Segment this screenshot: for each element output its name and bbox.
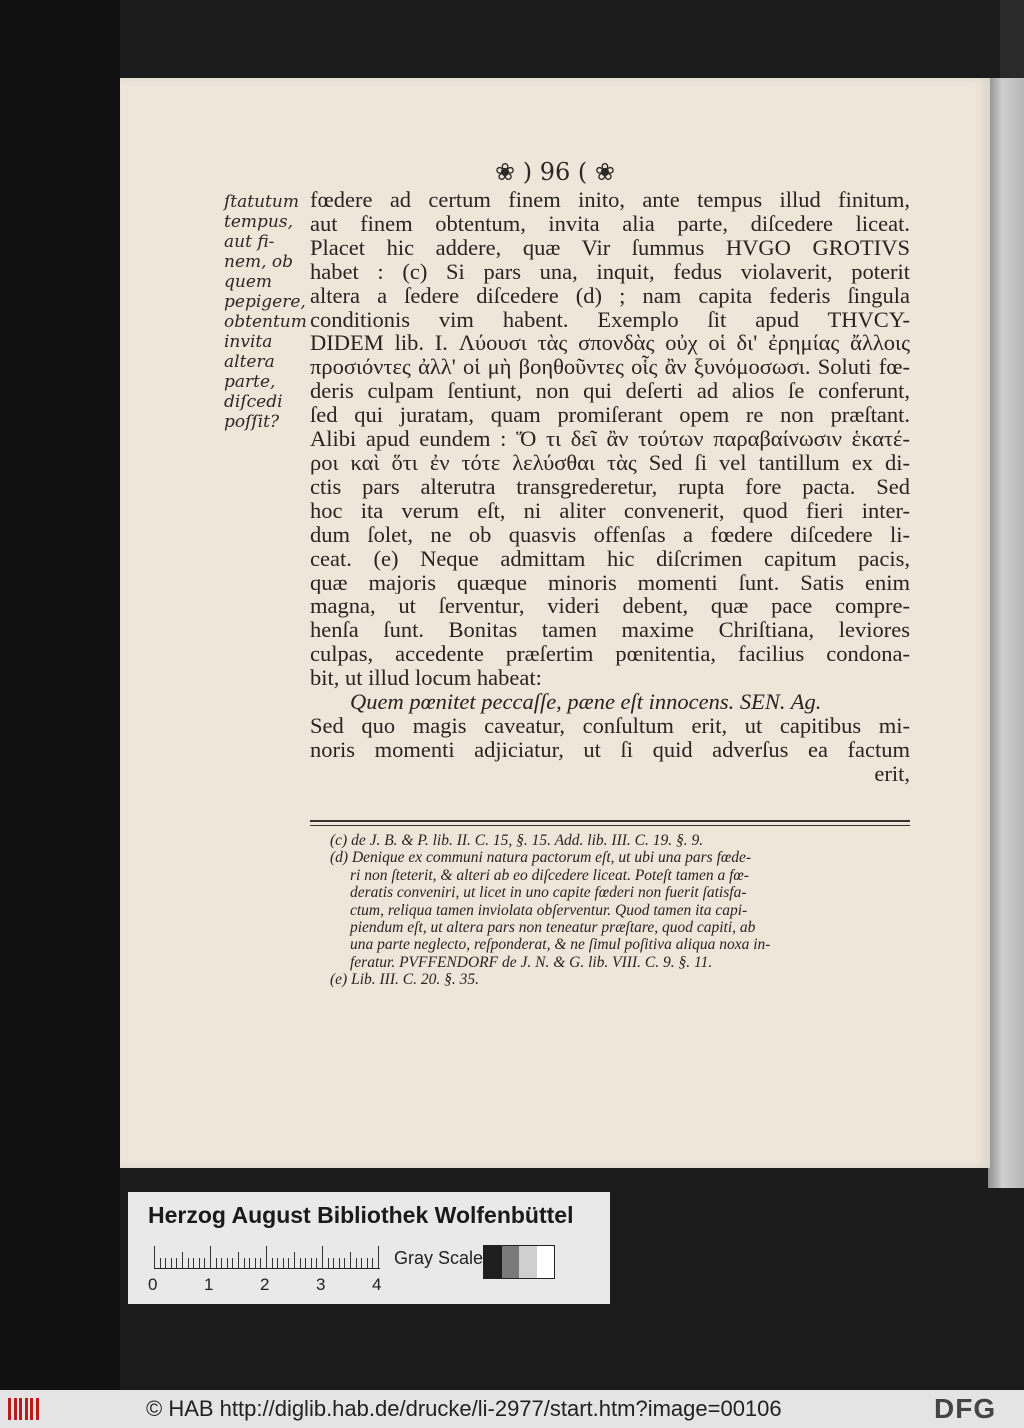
- logo-bar: [19, 1398, 22, 1420]
- ruler-tick: [311, 1258, 312, 1268]
- ruler-tick: [160, 1258, 161, 1268]
- footnote-line: ctum, reliqua tamen inviolata obſerventur. Quod tamen ita capi-: [350, 901, 748, 919]
- text-line: fœdere ad certum finem inito, ante tempus illud finitum,: [310, 188, 910, 212]
- ruler-number: 2: [260, 1275, 270, 1294]
- margin-note-line: diſcedi: [224, 392, 283, 412]
- text-line: dum ſolet, ne ob quasvis offenſas a fœdere diſcedere li-: [310, 522, 910, 547]
- ruler-number: 1: [204, 1275, 214, 1294]
- text-line: ροι καὶ ὅτι ἐν τότε λελύσθαι τὰς Sed ſi vel tantillum ex di-: [310, 450, 910, 475]
- ruler-tick: [210, 1246, 211, 1268]
- text-line: Sed quo magis caveatur, conſultum erit, ut capitibus mi-: [310, 713, 910, 738]
- text-line: magna, ut ſerventur, videri debent, quæ pace compre-: [310, 594, 910, 619]
- ruler-number: 0: [148, 1275, 158, 1294]
- text-line: hoc ita verum eſt, ni aliter convenerit, quod fieri inter-: [310, 498, 910, 523]
- ruler-tick: [272, 1258, 273, 1268]
- margin-note-line: poſſit?: [224, 412, 280, 432]
- footnote-line: (c) de J. B. & P. lib. II. C. 15, §. 15. Add. lib. III. C. 19. §. 9.: [330, 832, 704, 849]
- text-line: Placet hic addere, quæ Vir ſummus HVGO GROTIVS: [310, 235, 910, 260]
- ruler-tick: [244, 1258, 245, 1268]
- footer-bar: [0, 1390, 1024, 1428]
- gray-scale-swatches: [483, 1245, 555, 1279]
- gray-swatch: [537, 1246, 555, 1278]
- gray-scale-label: Gray Scale: [394, 1248, 484, 1268]
- copyright-url[interactable]: © HAB http://diglib.hab.de/drucke/li-2977/start.htm?image=00106: [146, 1396, 782, 1421]
- footnotes: [330, 832, 910, 989]
- ruler-tick: [249, 1258, 250, 1268]
- ruler-tick: [356, 1258, 357, 1268]
- logo-bar: [36, 1398, 39, 1420]
- ruler-tick: [260, 1258, 261, 1268]
- gray-swatch: [502, 1246, 520, 1278]
- gray-swatch: [484, 1246, 502, 1278]
- ruler-tick: [344, 1258, 345, 1268]
- ruler-tick: [232, 1258, 233, 1268]
- margin-note-line: obtentum: [224, 312, 307, 332]
- text-line: ceat. (e) Neque admittam hic diſcrimen capitum pacis,: [310, 546, 910, 571]
- ruler-tick: [361, 1258, 362, 1268]
- ruler-number: 4: [372, 1275, 382, 1294]
- scale-ruler-card: [128, 1192, 610, 1304]
- text-line: altera a ſedere diſcedere (d) ; nam capita federis ſingula: [310, 283, 910, 308]
- page-header: ❀ ) 96 ( ❀: [495, 158, 615, 186]
- catchword: erit,: [874, 761, 910, 786]
- ruler-tick: [238, 1252, 239, 1268]
- scan-background-right: [1000, 0, 1024, 90]
- ruler-tick: [294, 1252, 295, 1268]
- library-name: Herzog August Bibliothek Wolfenbüttel: [148, 1202, 574, 1228]
- text-line: noris momenti adjiciatur, ut ſi quid adverſus ea factum: [310, 737, 910, 762]
- ruler-tick: [378, 1246, 379, 1268]
- margin-note-line: pepigere,: [224, 292, 306, 312]
- text-line: habet : (c) Si pars una, inquit, fedus violaverit, poterit: [310, 259, 910, 284]
- text-line: culpas, accedente præſertim pœnitentia, facilius condona-: [310, 642, 910, 667]
- ruler-tick: [300, 1258, 301, 1268]
- dfg-logo: DFG: [934, 1393, 997, 1424]
- margin-note-line: altera: [224, 352, 275, 372]
- footnote-line: piendum eſt, ut altera pars non teneatur præſtare, quod capiti, ab: [350, 919, 756, 937]
- ruler-tick: [182, 1252, 183, 1268]
- ruler-tick: [154, 1246, 155, 1268]
- ruler-tick: [350, 1252, 351, 1268]
- ruler-tick: [266, 1246, 267, 1268]
- ruler-tick: [288, 1258, 289, 1268]
- ruler-tick: [316, 1258, 317, 1268]
- ruler-tick: [277, 1258, 278, 1268]
- scan-background-left: [0, 0, 120, 1390]
- body-text: [310, 188, 910, 786]
- footnote-line: deratis conveniri, ut licet in uno capite fœderi non fuerit ſatisfa-: [350, 884, 747, 902]
- ruler-tick: [305, 1258, 306, 1268]
- footnote-line: feratur. PVFFENDORF de J. N. & G. lib. VIII. C. 9. §. 11.: [350, 953, 713, 971]
- text-line: aut finem obtentum, invita alia parte, diſcedere liceat.: [310, 211, 910, 236]
- ruler-tick: [199, 1258, 200, 1268]
- text-line: ſed qui juratam, quam promiſerant opem re non præſtant.: [310, 403, 910, 428]
- logo-bar: [25, 1398, 28, 1420]
- ruler-tick: [221, 1258, 222, 1268]
- text-line: deris culpam ſentiunt, non qui deſerti ad alios ſe conferunt,: [310, 379, 910, 404]
- ruler-tick: [333, 1258, 334, 1268]
- ruler-tick: [204, 1258, 205, 1268]
- ruler-tick: [372, 1258, 373, 1268]
- text-line: ctis pars alterutra transgrederetur, rupta fore pacta. Sed: [310, 474, 910, 499]
- ruler-tick: [176, 1258, 177, 1268]
- footnote-line: (d) Denique ex communi natura pactorum eſt, ut ubi una pars fœde-: [330, 849, 752, 867]
- margin-note-line: quem: [224, 272, 273, 292]
- ruler-tick: [322, 1246, 323, 1268]
- book-page: [120, 78, 990, 1168]
- ruler-tick: [165, 1258, 166, 1268]
- margin-note-line: ſtatutum: [224, 192, 299, 212]
- margin-note-line: invita: [224, 332, 273, 352]
- ruler-scale: [154, 1244, 380, 1269]
- margin-note-line: nem, ob: [224, 252, 294, 272]
- ruler-tick: [216, 1258, 217, 1268]
- ruler-tick: [188, 1258, 189, 1268]
- ruler-tick: [171, 1258, 172, 1268]
- footnote-line: ri non ſteterit, & alteri ab eo diſcedere liceat. Poteſt tamen a fœ-: [350, 866, 749, 884]
- ruler-tick: [227, 1258, 228, 1268]
- ruler-tick: [283, 1258, 284, 1268]
- gray-swatch: [519, 1246, 537, 1278]
- margin-note-line: tempus,: [224, 212, 293, 232]
- ruler-number: 3: [316, 1275, 326, 1294]
- text-line: henſa ſunt. Bonitas tamen maxime Chriſtiana, leviores: [310, 618, 910, 643]
- ruler-tick: [328, 1258, 329, 1268]
- adjacent-page-edge: [988, 78, 1024, 1188]
- footnote-rule: [310, 820, 910, 826]
- logo-bar: [8, 1398, 11, 1420]
- text-line: προσιόντες ἀλλ' οἱ μὴ βοηθοῦντες οἷς ἂν ξυνόμοσωσι. Soluti fœ-: [310, 355, 910, 380]
- text-line: bit, ut illud locum habeat:: [310, 666, 542, 691]
- ruler-tick: [193, 1258, 194, 1268]
- footnote-line: una parte neglecto, reſponderat, & ne ſimul poſitiva aliqua noxa in-: [350, 936, 771, 954]
- text-line: Alibi apud eundem : Ὅ τι δεῖ ἂν τούτων παραβαίνωσιν ἑκατέ-: [310, 427, 910, 451]
- text-line: quæ majoris quæque minoris momenti ſunt. Satis enim: [310, 570, 910, 595]
- margin-note-line: parte,: [224, 372, 276, 392]
- margin-note-line: aut fi-: [224, 232, 275, 252]
- logo-bar: [30, 1398, 33, 1420]
- text-line: DIDEM lib. I. Λύουσι τὰς σπονδὰς οὐχ οἱ δι' ἐρημίας ἄλλοις: [310, 331, 910, 356]
- ruler-tick: [255, 1258, 256, 1268]
- ruler-tick: [339, 1258, 340, 1268]
- logo-bar: [14, 1398, 17, 1420]
- text-line: conditionis vim habent. Exemplo ſit apud THVCY-: [310, 307, 910, 332]
- margin-note: [224, 192, 308, 432]
- ruler-tick: [367, 1258, 368, 1268]
- footnote-line: (e) Lib. III. C. 20. §. 35.: [330, 971, 479, 989]
- quotation-line: Quem pœnitet peccaſſe, pæne eſt innocens. SEN. Ag.: [350, 690, 822, 714]
- hab-logo-icon: [8, 1398, 42, 1420]
